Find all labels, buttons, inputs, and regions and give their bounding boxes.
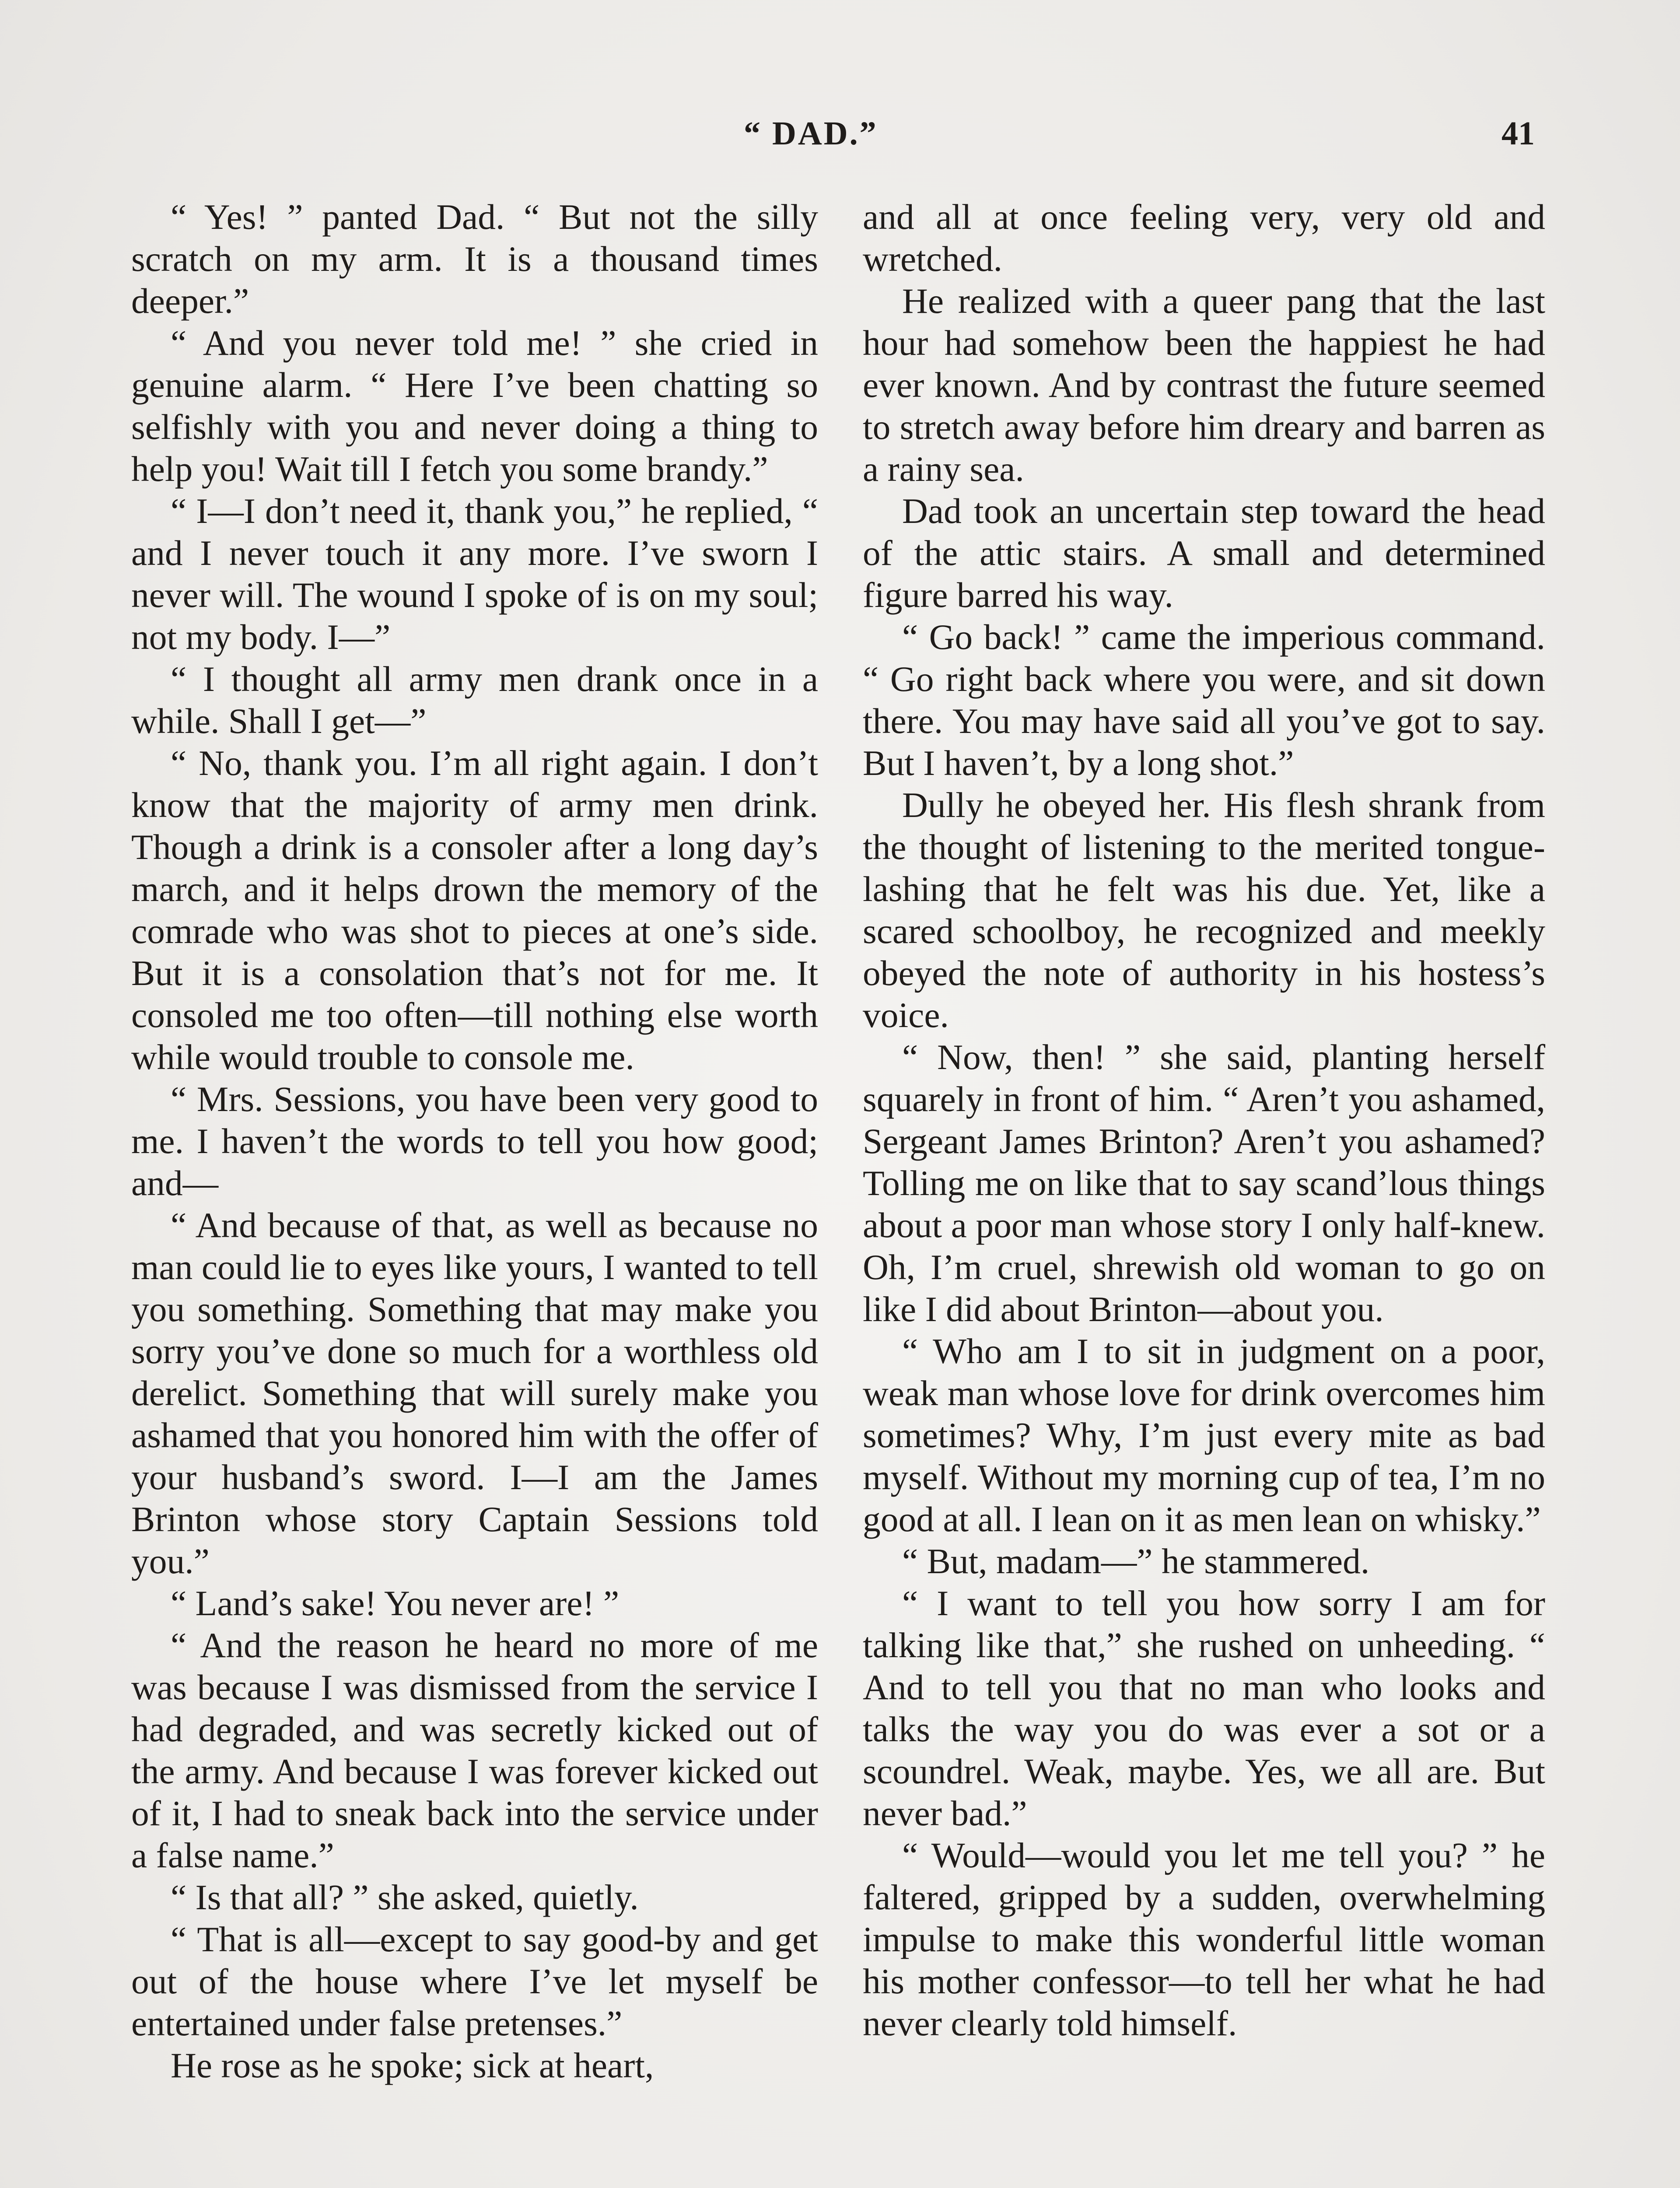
paragraph: “ Who am I to sit in judgment on a poor, weak man whose love for drink overcomes him sometimes? Why, I’m just every mite as bad myself. Without my morning cup of tea, I’m no good at all. I lean on it as men lean on whisky.”	[863, 1331, 1545, 1539]
paragraph: “ Mrs. Sessions, you have been very good to me. I haven’t the words to tell you how good; and—	[131, 1079, 818, 1203]
paragraph: Dad took an uncertain step toward the head of the attic stairs. A small and determined figure barred his way.	[863, 491, 1545, 615]
paragraph: He rose as he spoke; sick at heart,	[171, 2045, 654, 2085]
running-head	[0, 115, 1680, 154]
paragraph: “ And you never told me! ” she cried in genuine alarm. “ Here I’ve been chatting so selfishly with you and never doing a thing to help you! Wait till I fetch you some brandy.”	[131, 323, 818, 489]
paragraph: “ I want to tell you how sorry I am for talking like that,” she rushed on unheeding. “ And to tell you that no man who looks and talks the way you do was ever a sot or a scoundrel. Weak, maybe. Yes, we all are. But never bad.”	[863, 1583, 1545, 1833]
paragraph: “ Go back! ” came the imperious command. “ Go right back where you were, and sit down there. You may have said all you’ve got to say. But I haven’t, by a long shot.”	[863, 617, 1545, 783]
paragraph: “ Now, then! ” she said, planting herself squarely in front of him. “ Aren’t you ashamed, Sergeant James Brinton? Aren’t you ashamed? Tolling me on like that to say scand’lous things about a poor man whose story I only half-knew. Oh, I’m cruel, shrewish old woman to go on like I did about Brinton—about you.	[863, 1037, 1545, 1329]
paragraph: “ And the reason he heard no more of me was because I was dismissed from the service I had degraded, and was secretly kicked out of the army. And because I was forever kicked out of it, I had to sneak back into the service under a false name.”	[131, 1625, 818, 1875]
paragraph: “ That is all—except to say good-by and get out of the house where I’ve let myself be entertained under false pretenses.”	[131, 1919, 818, 2043]
paragraph: “ Yes! ” panted Dad. “ But not the silly scratch on my arm. It is a thousand times deeper.”	[131, 197, 818, 321]
left-column	[131, 196, 818, 2086]
running-title: “ DAD.”	[744, 115, 878, 152]
paragraph: “ Is that all? ” she asked, quietly.	[171, 1877, 639, 1917]
paragraph: “ Would—would you let me tell you? ” he faltered, gripped by a sudden, overwhelming impulse to make this wonderful little woman his mother confessor—to tell her what he had never clearly told himself.	[863, 1835, 1545, 2043]
paragraph: “ I—I don’t need it, thank you,” he replied, “ and I never touch it any more. I’ve sworn I never will. The wound I spoke of is on my soul; not my body. I—”	[131, 491, 818, 657]
paragraph: and all at once feeling very, very old and wretched.	[863, 197, 1545, 279]
paragraph: “ Land’s sake! You never are! ”	[171, 1583, 620, 1623]
paragraph: “ I thought all army men drank once in a while. Shall I get—”	[131, 659, 818, 741]
paragraph: “ But, madam—” he stammered.	[902, 1541, 1370, 1581]
right-column	[863, 196, 1545, 2044]
paragraph: “ And because of that, as well as because no man could lie to eyes like yours, I wanted to tell you something. Something that may make you sorry you’ve done so much for a worthless old derelict. Something that will surely make you ashamed that you honored him with the offer of your husband’s sword. I—I am the James Brinton whose story Captain Sessions told you.”	[131, 1205, 818, 1581]
page-number: 41	[1502, 115, 1535, 152]
paragraph: “ No, thank you. I’m all right again. I don’t know that the majority of army men drink. Though a drink is a consoler after a long day’s march, and it helps drown the memory of the comrade who was shot to pieces at one’s side. But it is a consolation that’s not for me. It consoled me too often—till nothing else worth while would trouble to console me.	[131, 743, 818, 1077]
paragraph: Dully he obeyed her. His flesh shrank from the thought of listening to the merited tongue-lashing that he felt was his due. Yet, like a scared schoolboy, he recognized and meekly obeyed the note of authority in his hostess’s voice.	[863, 785, 1545, 1035]
paragraph: He realized with a queer pang that the last hour had somehow been the happiest he had ever known. And by contrast the future seemed to stretch away before him dreary and barren as a rainy sea.	[863, 281, 1545, 489]
